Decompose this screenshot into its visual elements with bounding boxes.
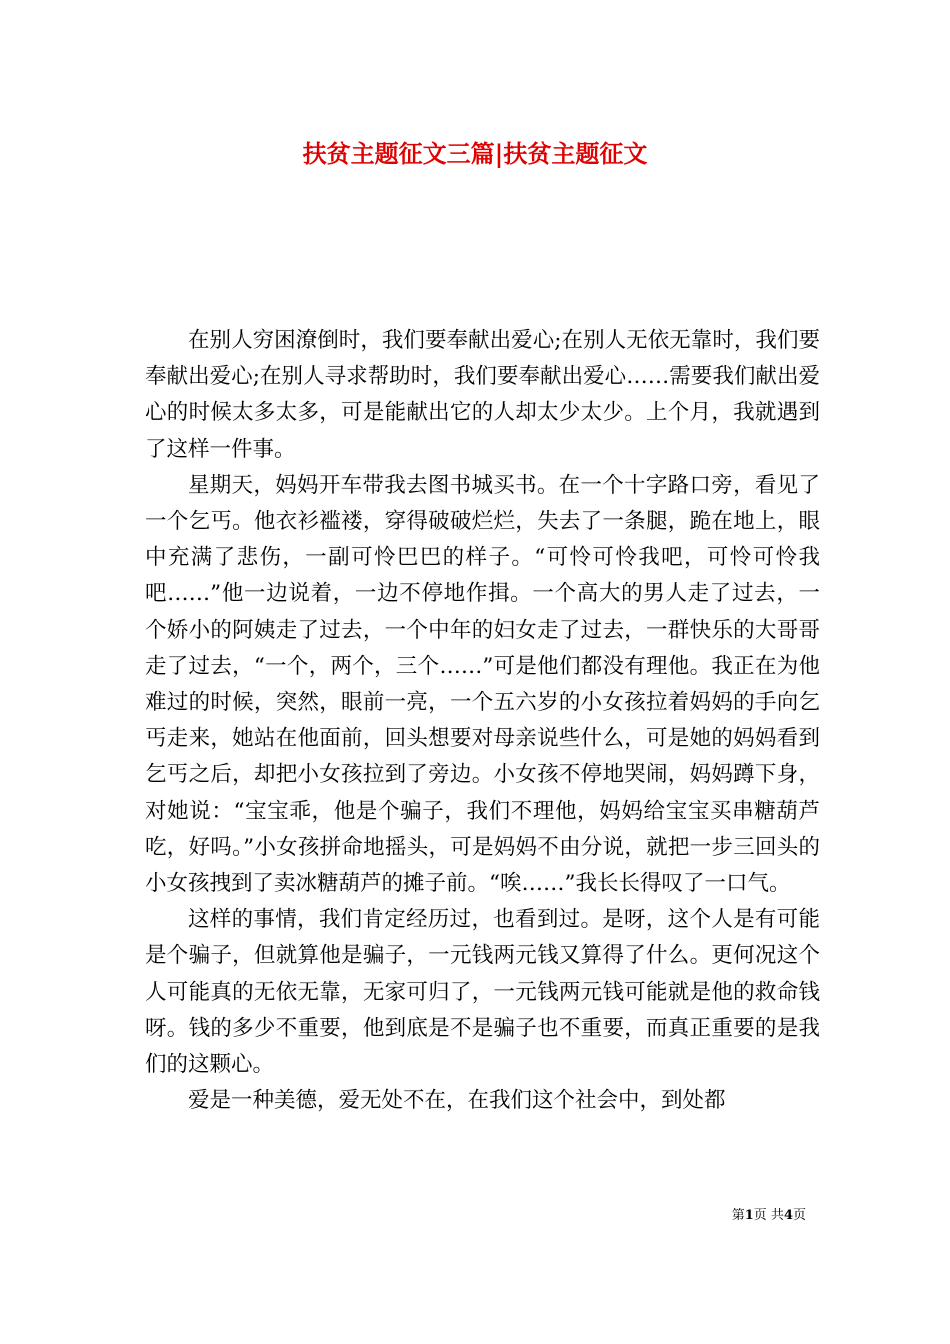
footer-page-number: 1: [744, 1208, 754, 1223]
page-footer: [0, 1204, 806, 1223]
document-title: 扶贫主题征文三篇|扶贫主题征文: [302, 139, 648, 168]
paragraph: 爱是一种美德，爱无处不在，在我们这个社会中，到处都: [188, 1088, 726, 1114]
footer-suffix: 页: [792, 1208, 806, 1223]
footer-prefix: 第: [731, 1208, 745, 1223]
document-body: [145, 323, 820, 1119]
paragraph: 在别人穷困潦倒时，我们要奉献出爱心;在别人无依无靠时，我们要奉献出爱心;在别人寻求帮助时，我们要奉献出爱心……需要我们献出爱心的时候太多太多，可是能献出它的人却太少太少。上个月，我就遇到了这样一件事。: [145, 328, 820, 462]
paragraph: 这样的事情，我们肯定经历过，也看到过。是呀，这个人是有可能是个骗子，但就算他是骗子，一元钱两元钱又算得了什么。更何况这个人可能真的无依无靠，无家可归了，一元钱两元钱可能就是他的救命钱呀。钱的多少不重要，他到底是不是骗子也不重要，而真正重要的是我们的这颗心。: [145, 907, 820, 1078]
footer-middle: 页 共: [753, 1208, 784, 1223]
paragraph: 星期天，妈妈开车带我去图书城买书。在一个十字路口旁，看见了一个乞丐。他衣衫褴褛，穿得破破烂烂，失去了一条腿，跪在地上，眼中充满了悲伤，一副可怜巴巴的样子。“可怜可怜我吧，可怜可怜我吧……”他一边说着，一边不停地作揖。一个高大的男人走了过去，一个娇小的阿姨走了过去，一个中年的妇女走了过去，一群快乐的大哥哥走了过去，“一个，两个，三个……”可是他们都没有理他。我正在为他难过的时候，突然，眼前一亮，一个五六岁的小女孩拉着妈妈的手向乞丐走来，她站在他面前，回头想要对母亲说些什么，可是她的妈妈看到乞丐之后，却把小女孩拉到了旁边。小女孩不停地哭闹，妈妈蹲下身，对她说：“宝宝乖，他是个骗子，我们不理他，妈妈给宝宝买串糖葫芦吃，好吗。”小女孩拼命地摇头，可是妈妈不由分说，就把一步三回头的小女孩拽到了卖冰糖葫芦的摊子前。“唉……”我长长得叹了一口气。: [145, 472, 820, 897]
footer-total-pages: 4: [783, 1208, 793, 1223]
